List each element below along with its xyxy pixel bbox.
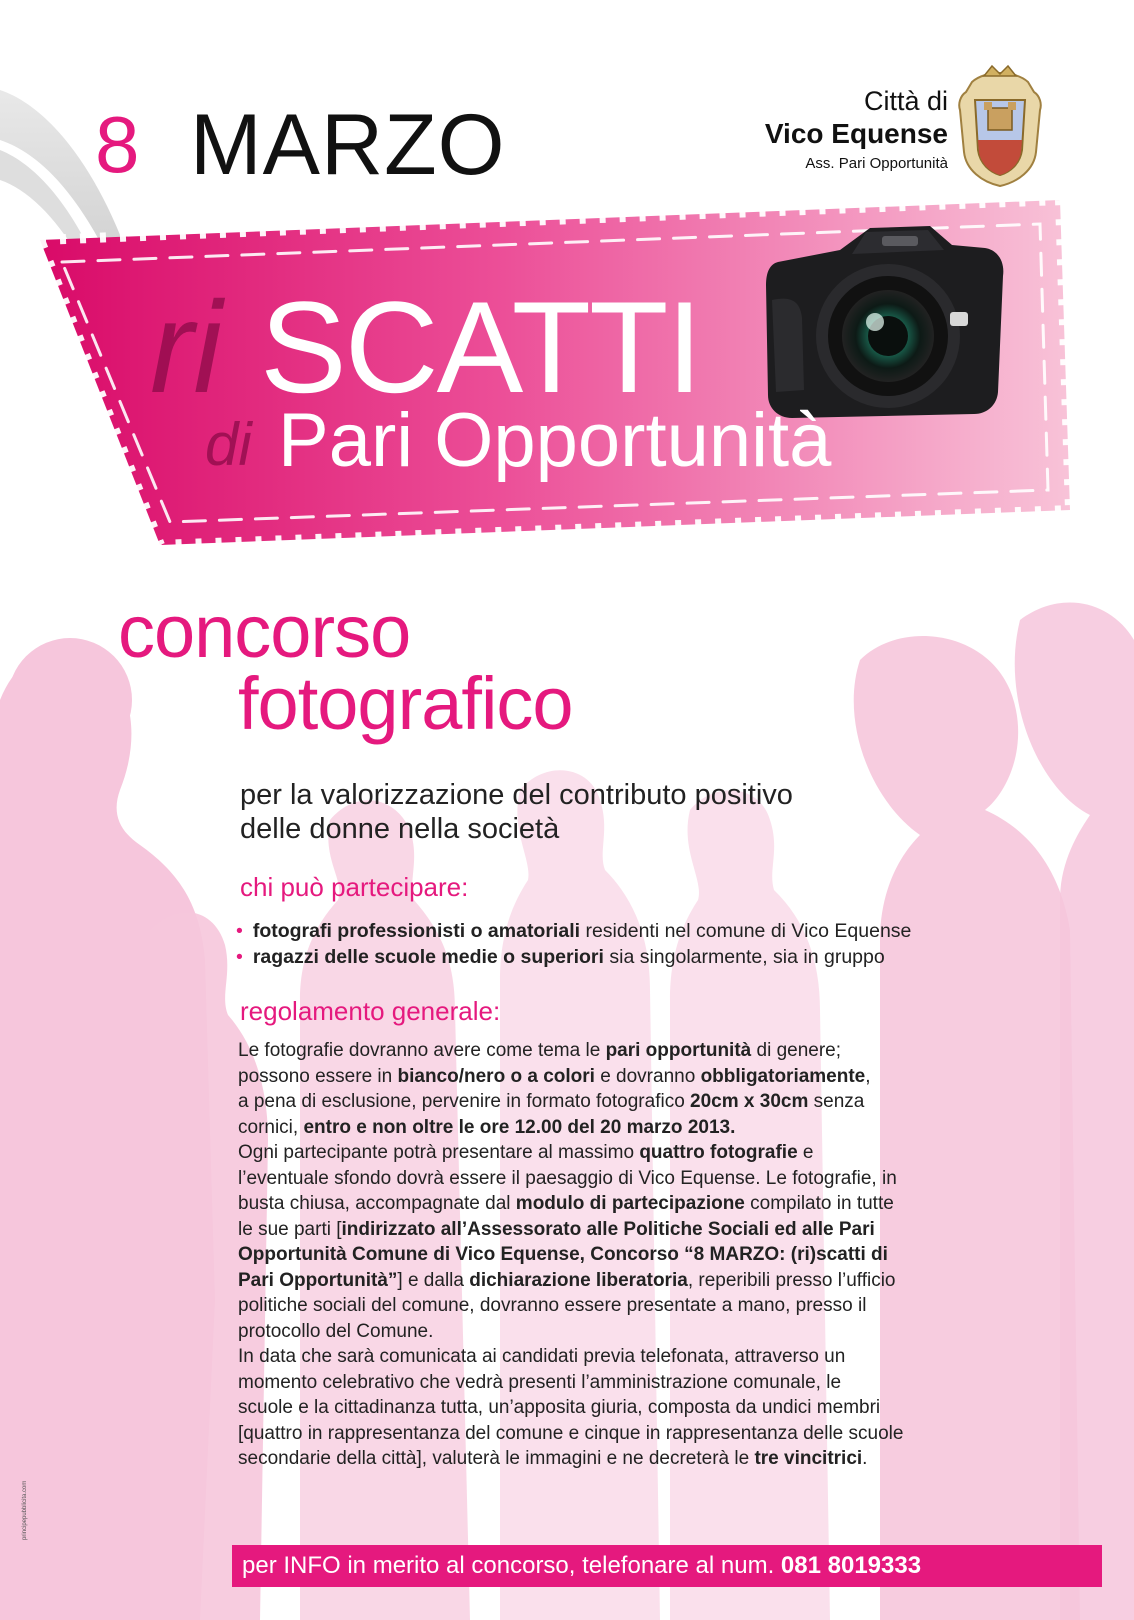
participant-rest: residenti nel comune di Vico Equense [580, 920, 912, 942]
rules-text: In data che sarà comunicata ai candidati previa telefonata, attraverso un [238, 1346, 846, 1367]
rules-line [238, 1293, 1058, 1319]
rules-bold-text: bianco/nero o a colori [397, 1065, 595, 1087]
rules-line [238, 1166, 1058, 1192]
rules-bold-text: Pari Opportunità” [238, 1269, 398, 1291]
date-day: 8 [95, 100, 140, 189]
rules-line [238, 1421, 1058, 1447]
rules-line [238, 1370, 1058, 1396]
rules-bold-text: quattro fotografie [639, 1142, 798, 1163]
rules-line [238, 1242, 1058, 1268]
participants-list [236, 918, 1056, 970]
phone-number: 081 8019333 [780, 1552, 922, 1579]
rules-text: Le fotografie dovranno avere come tema le [238, 1040, 606, 1061]
info-label: per INFO in merito al concorso, telefonare al num. [242, 1552, 781, 1579]
rules-text: l’eventuale sfondo dovrà essere il paesaggio di Vico Equense. Le fotografie, in [238, 1167, 897, 1189]
rules-heading: regolamento generale: [240, 996, 501, 1026]
rules-text: scuole e la cittadinanza tutta, un’apposita giuria, composta da undici membri [238, 1397, 881, 1418]
banner-pari-opportunita: Pari Opportunità [278, 398, 832, 483]
rules-bold-text: tre vincitrici [754, 1448, 863, 1469]
rules-text: busta chiusa, accompagnate dal [238, 1193, 516, 1214]
participant-bold: fotografi professionisti o amatoriali [252, 920, 581, 942]
rules-text: Ogni partecipante potrà presentare al massimo [238, 1142, 640, 1163]
rules-line [238, 1395, 1058, 1421]
rules-bold-text: indirizzato all’Assessorato alle Politiche Sociali ed alle Pari [341, 1218, 875, 1240]
rules-text: protocollo del Comune. [238, 1320, 434, 1342]
city-name: Vico Equense [764, 118, 948, 149]
rules-line [238, 1038, 1058, 1064]
rules-text: , reperibili presso l’ufficio [687, 1269, 896, 1291]
title-line-1: concorso [118, 590, 411, 673]
rules-text: possono essere in [238, 1065, 398, 1087]
rules-text: [quattro in rappresentanza del comune e cinque in rappresentanza delle scuole [238, 1422, 904, 1444]
city-label: Città di [863, 86, 948, 116]
rules-text: a pena di esclusione, pervenire in formato fotografico [238, 1091, 691, 1112]
rules-bold-text: dichiarazione liberatoria [469, 1269, 688, 1291]
rules-text: di genere; [751, 1040, 842, 1061]
rules-bold-text: obbligatoriamente [700, 1065, 866, 1087]
participant-rest: sia singolarmente, sia in gruppo [603, 946, 885, 968]
rules-line [238, 1115, 1058, 1141]
banner-di: di [205, 411, 252, 478]
rules-line [238, 1268, 1058, 1294]
rules-text: le sue parti [ [238, 1218, 342, 1240]
rules-bold-text: 20cm x 30cm [690, 1091, 809, 1112]
bullet-icon: • [236, 946, 243, 968]
rules-text: e [797, 1142, 814, 1163]
rules-text: e dovranno [594, 1065, 701, 1087]
rules-text: cornici, [238, 1116, 304, 1138]
bullet-icon: • [236, 920, 243, 942]
rules-text: momento celebrativo che vedrà presenti l’amministrazione comunale, le [238, 1371, 842, 1393]
list-item [236, 944, 1056, 970]
date-month: MARZO [190, 97, 506, 193]
rules-text: . [862, 1448, 868, 1469]
rules-text: ] e dalla [397, 1269, 470, 1291]
list-item [236, 918, 1056, 944]
participant-bold: ragazzi delle scuole medie o superiori [252, 946, 604, 968]
participants-heading: chi può partecipare: [240, 872, 469, 902]
rules-text: senza [808, 1091, 865, 1112]
title-line-2: fotografico [238, 662, 573, 745]
rules-line [238, 1140, 1058, 1166]
info-text [242, 1549, 921, 1583]
banner-scatti: SCATTI [260, 274, 701, 420]
rules-bold-text: modulo di partecipazione [515, 1193, 745, 1214]
rules-line [238, 1344, 1058, 1370]
rules-line [238, 1217, 1058, 1243]
coat-of-arms-icon [959, 66, 1041, 186]
printer-credit: principepubblicita.com [22, 1480, 28, 1540]
rules-line [238, 1319, 1058, 1345]
rules-text: , [865, 1065, 871, 1087]
subtitle-line-1: per la valorizzazione del contributo positivo [240, 779, 793, 811]
rules-text: secondarie della città], valuterà le immagini e ne decreterà le [238, 1448, 755, 1469]
rules-line [238, 1446, 1058, 1472]
subtitle-line-2: delle donne nella società [240, 813, 560, 845]
rules-body [238, 1038, 1058, 1472]
banner-ri: ri [150, 274, 223, 420]
rules-bold-text: pari opportunità [605, 1040, 752, 1061]
city-department: Ass. Pari Opportunità [805, 155, 948, 172]
rules-line [238, 1064, 1058, 1090]
rules-text: compilato in tutte [744, 1193, 894, 1214]
rules-bold-text: Opportunità Comune di Vico Equense, Concorso “8 MARZO: (ri)scatti di [238, 1244, 888, 1265]
rules-line [238, 1191, 1058, 1217]
rules-text: politiche sociali del comune, dovranno essere presentate a mano, presso il [238, 1295, 867, 1316]
rules-bold-text: entro e non oltre le ore 12.00 del 20 marzo 2013. [303, 1116, 736, 1138]
rules-line [238, 1089, 1058, 1115]
